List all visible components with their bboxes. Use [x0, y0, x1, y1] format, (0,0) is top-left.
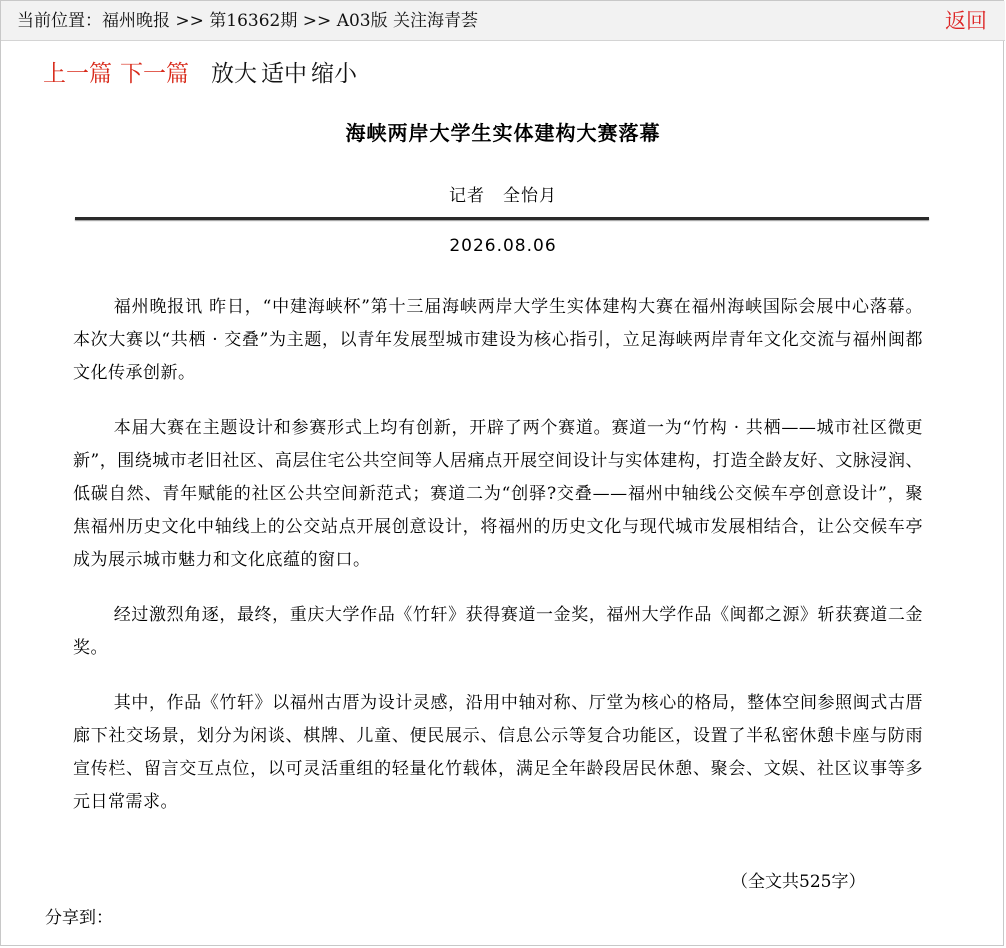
author-label: 记者: [449, 186, 485, 206]
next-article-link[interactable]: 下一篇: [120, 61, 189, 87]
breadcrumb-paper-link[interactable]: 福州晚报: [102, 11, 170, 31]
prev-article-link[interactable]: 上一篇: [43, 61, 112, 87]
breadcrumb-separator: >>: [297, 11, 337, 31]
article-paragraph: 福州晚报讯 昨日，“中建海峡杯”第十三届海峡两岸大学生实体建构大赛在福州海峡国际会展中心落幕。本次大赛以“共栖 · 交叠”为主题，以青年发展型城市建设为核心指引，立足海峡两岸青年文化交流与福州闽都文化传承创新。: [73, 297, 923, 383]
back-link[interactable]: 返回: [945, 9, 987, 33]
breadcrumb-prefix: 当前位置：: [17, 11, 102, 31]
article-paragraph: 本届大赛在主题设计和参赛形式上均有创新，开辟了两个赛道。赛道一为“竹构 · 共栖——城市社区微更新”，围绕城市老旧社区、高层住宅公共空间等人居痛点开展空间设计与实体建构，打造全龄友好、文脉浸润、低碳自然、青年赋能的社区公共空间新范式；赛道二为“创驿?交叠——福州中轴线公交候车亭创意设计”，聚焦福州历史文化中轴线上的公交站点开展创意设计，将福州的历史文化与现代城市发展相结合，让公交候车亭成为展示城市魅力和文化底蕴的窗口。: [73, 418, 923, 570]
article-toolbar: [43, 59, 361, 89]
article-byline: [1, 184, 1005, 208]
location-bar: [1, 1, 1005, 41]
title-divider: [75, 217, 929, 220]
zoom-out-link[interactable]: 缩小: [311, 61, 357, 87]
article-title: 海峡两岸大学生实体建构大赛落幕: [345, 121, 661, 145]
breadcrumb-issue-link[interactable]: 第16362期: [209, 11, 298, 31]
zoom-in-link[interactable]: 放大: [211, 61, 257, 87]
zoom-fit-link[interactable]: 适中: [261, 61, 307, 87]
article-body: [73, 291, 923, 841]
word-count: （全文共525字）: [731, 872, 866, 892]
article-paragraph: 其中，作品《竹轩》以福州古厝为设计灵感，沿用中轴对称、厅堂为核心的格局，整体空间参照闽式古厝廊下社交场景，划分为闲谈、棋牌、儿童、便民展示、信息公示等复合功能区，设置了半私密休憩卡座与防雨宣传栏、留言交互点位，以可灵活重组的轻量化竹载体，满足全年龄段居民休憩、聚会、文娱、社区议事等多元日常需求。: [73, 693, 923, 812]
breadcrumb: [17, 10, 478, 32]
breadcrumb-separator: >>: [170, 11, 210, 31]
share-label: 分享到：: [45, 908, 113, 928]
article-paragraph: 经过激烈角逐，最终，重庆大学作品《竹轩》获得赛道一金奖，福州大学作品《闽都之源》斩获赛道二金奖。: [73, 605, 923, 658]
article-date: 2026.08.06: [449, 236, 557, 256]
breadcrumb-section-link[interactable]: A03版 关注海青荟: [336, 11, 478, 31]
author-name: 全怡月: [503, 186, 557, 206]
